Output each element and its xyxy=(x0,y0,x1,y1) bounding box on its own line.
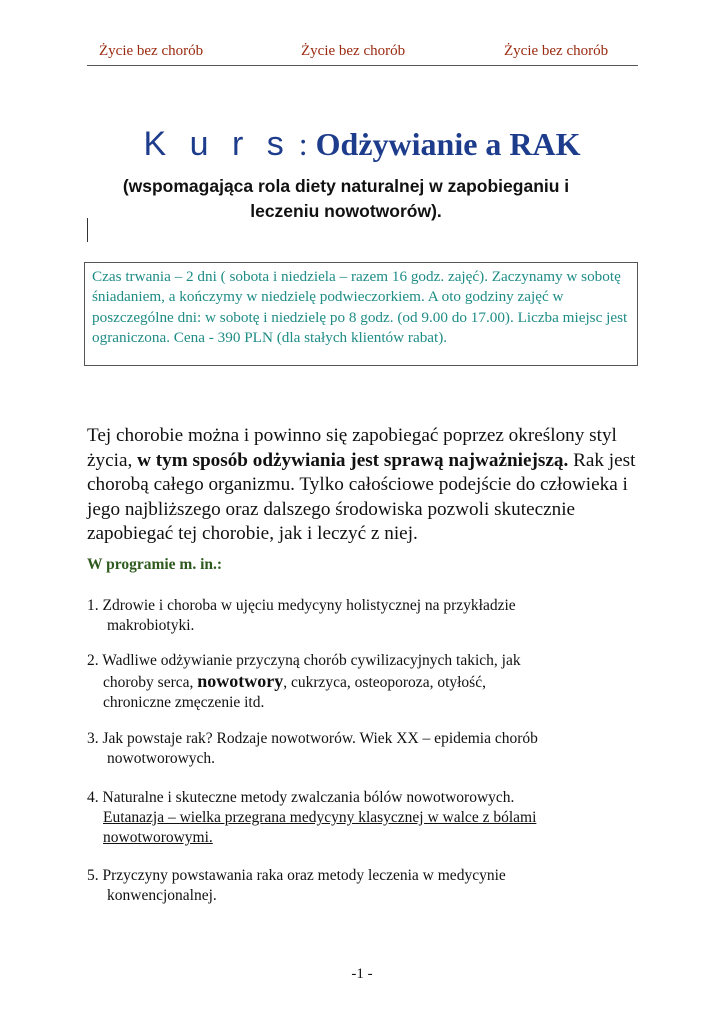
program-heading: W programie m. in.: xyxy=(87,556,223,573)
header-left: Życie bez chorób xyxy=(99,43,204,59)
item-4-line-1: 4. Naturalne i skuteczne metody zwalczania bólów nowotworowych. xyxy=(87,789,515,806)
intro-bold: w tym sposób odżywiania jest sprawą najważniejszą. xyxy=(137,449,569,471)
title-kurs: K u r s xyxy=(143,125,291,163)
subtitle-line-2: leczeniu nowotworów). xyxy=(250,201,442,221)
program-item-5 xyxy=(87,866,627,906)
header-right: Życie bez chorób xyxy=(504,43,609,59)
intro-paragraph xyxy=(87,424,637,547)
program-item-1 xyxy=(87,596,627,636)
item-4-line-3: nowotworowymi. xyxy=(103,829,213,846)
item-2-post: , cukrzyca, osteoporoza, otyłość, xyxy=(283,674,486,691)
program-item-3 xyxy=(87,729,627,769)
item-2-line-1: 2. Wadliwe odżywianie przyczyną chorób cywilizacyjnych takich, jak xyxy=(87,652,521,669)
program-item-4 xyxy=(87,788,627,848)
running-header xyxy=(87,43,638,66)
course-info-box: Czas trwania – 2 dni ( sobota i niedziela – razem 16 godz. zajęć). Zaczynamy w sobotę śniadaniem, a kończymy w niedzielę podwieczorkiem. A oto godziny zajęć w poszczególne dni: w sobotę i niedzielę po 8 godz. (od 9.00 do 17.00). Liczba miejsc jest ograniczona. Cena - 390 PLN (dla stałych klientów rabat). xyxy=(84,262,638,366)
item-5-line-2: konwencjonalnej. xyxy=(107,887,217,904)
item-1-line-1: 1. Zdrowie i choroba w ujęciu medycyny holistycznej na przykładzie xyxy=(87,597,516,614)
program-item-2 xyxy=(87,651,627,713)
intro-part-1: Tej chorobie można i powinno się zapobiegać poprzez określony styl życia, xyxy=(87,425,617,471)
item-5-line-1: 5. Przyczyny powstawania raka oraz metody leczenia w medycynie xyxy=(87,867,506,884)
item-3-line-1: 3. Jak powstaje rak? Rodzaje nowotworów. Wiek XX – epidemia chorób xyxy=(87,730,538,747)
subtitle-line-1: (wspomagająca rola diety naturalnej w zapobieganiu i xyxy=(122,176,570,196)
text-cursor xyxy=(87,218,88,242)
title-rest: Odżywianie a RAK xyxy=(307,126,581,162)
item-2-emphasis: nowotwory xyxy=(197,671,284,691)
item-4-line-2: Eutanazja – wielka przegrana medycyny klasycznej w walce z bólami xyxy=(103,809,537,826)
page-number: -1 - xyxy=(351,966,373,982)
intro-part-2: Rak jest chorobą całego organizmu. Tylko całościowe podejście do człowieka i jego najbliższego oraz dalszego środowiska pozwoli skutecznie zapobiegać tej chorobie, jak i leczyć z niej. xyxy=(87,449,636,544)
item-2-line-2 xyxy=(87,671,627,693)
item-3-line-2: nowotworowych. xyxy=(107,750,216,767)
page-title xyxy=(0,125,724,164)
subtitle xyxy=(96,174,596,224)
header-center: Życie bez chorób xyxy=(301,43,406,59)
item-2-pre: choroby serca, xyxy=(103,674,198,691)
item-1-line-2: makrobiotyki. xyxy=(107,617,195,634)
title-colon: : xyxy=(290,126,308,162)
item-2-line-3: chroniczne zmęczenie itd. xyxy=(103,694,265,711)
